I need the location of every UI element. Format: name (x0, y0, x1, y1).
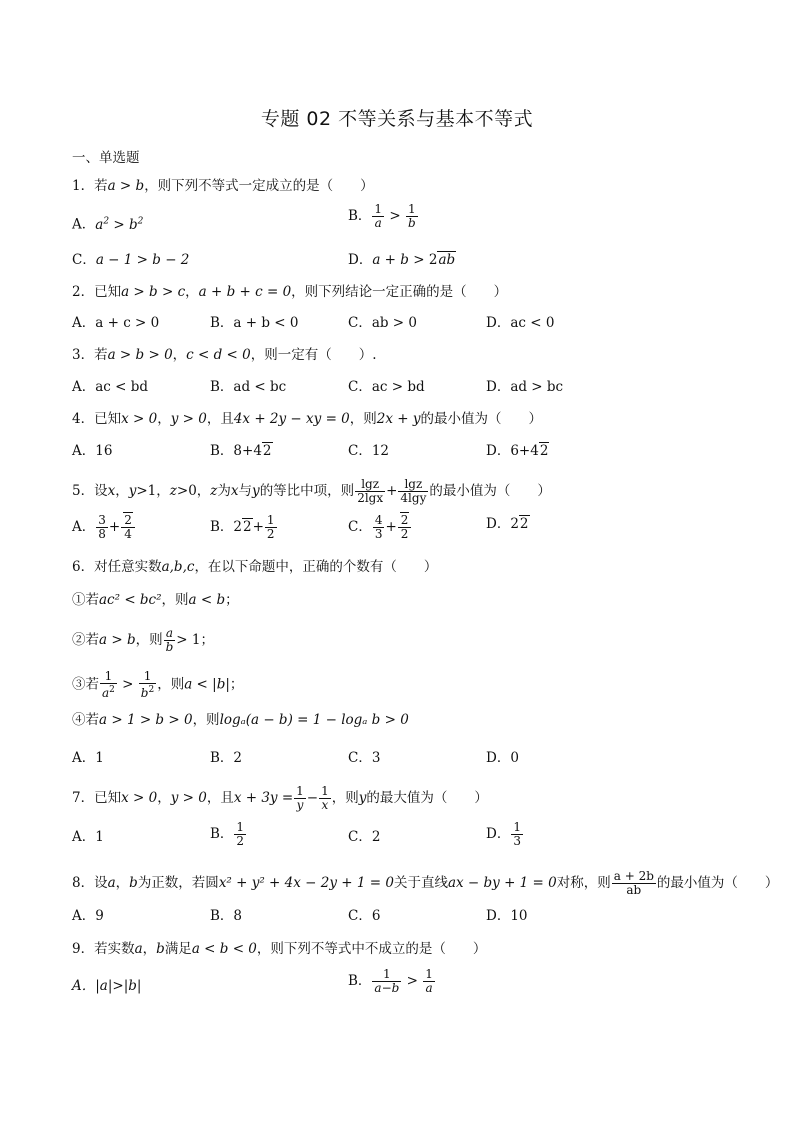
q6-proposition-4 (72, 710, 409, 730)
q1-option-b[interactable]: B． $\frac{1}{a}$ > $\frac{1}{b}$ (348, 202, 416, 230)
question-3-options (72, 377, 722, 403)
question-9-stem (72, 939, 486, 959)
q1-option-c-math: a − 1 > b − 2 (95, 252, 190, 268)
q4-condition-1: x > 0 (121, 411, 158, 427)
fraction: $\frac{1}{b}$ (407, 202, 416, 230)
q5-var-z: z (169, 483, 177, 499)
q6-option-a[interactable]: A．1 (72, 750, 104, 766)
q5-var-x: x (230, 483, 239, 499)
q7-option-c[interactable]: C．2 (348, 829, 381, 845)
q8-var-b: b (129, 875, 138, 891)
prop-math: logₐ(a − b) = 1 − logₐ b > 0 (219, 712, 409, 728)
q8-circle-equation: x² + y² + 4x − 2y + 1 = 0 (218, 875, 394, 891)
prop-text: ④若 (72, 712, 99, 728)
q8-option-a[interactable]: A．9 (72, 908, 104, 924)
prop-text: ，则 (161, 592, 189, 608)
prop-math: a > b (99, 632, 136, 648)
q7-stem-text-3: ，且 (206, 790, 234, 806)
q6-vars: a,b,c (161, 559, 195, 575)
prop-text: ，则 (157, 676, 185, 693)
q5-stem-text-6: 与 (238, 483, 253, 499)
q8-var-a: a (107, 875, 116, 891)
option-label: D． (486, 826, 511, 842)
q4-expression: 2x + y (376, 411, 421, 427)
q9-condition: a < b < 0 (191, 941, 257, 957)
q6-stem-text-2: ，在以下命题中，正确的个数有（ ） (194, 559, 438, 575)
q9-var-a: a (134, 941, 143, 957)
prop-text: ，则 (135, 632, 163, 648)
q6-proposition-3: ③若 $\frac{1}{a^2}$ > $\frac{1}{b^2}$ ，则a < |b|； (72, 669, 244, 700)
option-label: A． (72, 216, 96, 233)
prop-text: ①若 (72, 592, 99, 608)
option-label: C． (72, 252, 96, 268)
q7-var-y: y (358, 790, 367, 806)
q7-option-b[interactable]: B． $\frac{1}{2}$ (210, 820, 245, 848)
q2-option-b[interactable]: B．a + b < 0 (210, 315, 299, 331)
q7-condition-1: x > 0 (121, 790, 158, 806)
q5-stem-text-3: >1， (136, 483, 170, 499)
q2-condition-2: a + b + c = 0 (198, 284, 292, 300)
q4-condition-2: y > 0 (170, 411, 207, 427)
question-6-stem (72, 557, 437, 577)
q7-stem-text-4: ，则 (331, 790, 359, 806)
q5-var-y: y (128, 483, 137, 499)
fraction: $\frac{1}{a}$ (374, 202, 383, 230)
q5-var-z: z (210, 483, 218, 499)
fraction: $\frac{\lg z}{4\lg y}$ (400, 477, 427, 505)
q4-stem-text-3: ，且 (206, 411, 234, 427)
question-1-stem (72, 176, 374, 196)
question-7-options (72, 820, 722, 853)
question-8-options (72, 906, 722, 932)
q5-option-c[interactable]: C． $\frac{4}{3}$ + $\frac{2}{2}$ (348, 514, 412, 541)
q2-condition-1: a > b > c (121, 284, 186, 300)
q6-option-b[interactable]: B．2 (210, 750, 243, 766)
q6-option-c[interactable]: C．3 (348, 750, 381, 766)
q5-stem-text-7: 的等比中项，则 (259, 483, 355, 499)
q8-stem-text: 8．设 (72, 875, 108, 891)
q5-stem-text-2: ， (115, 483, 129, 499)
prop-text: ； (200, 632, 214, 648)
q8-stem-text-5: 对称，则 (556, 875, 611, 891)
q8-stem-text-6: 的最小值为（ ） (656, 875, 779, 891)
prop-math: ac² < bc² (99, 592, 162, 608)
q2-stem-text-2: ， (185, 284, 199, 300)
q5-option-b[interactable]: B．22+ $\frac{1}{2}$ (210, 513, 275, 541)
q8-stem-text-3: 为正数，若圆 (137, 875, 219, 891)
q9-option-b[interactable]: B． $\frac{1}{a-b}$ > $\frac{1}{a}$ (348, 967, 433, 995)
q4-stem-text-5: 的最小值为（ ） (420, 411, 542, 427)
q3-condition-1: a > b > 0 (107, 347, 173, 363)
question-9-options (72, 967, 722, 1002)
q4-option-d[interactable]: D．6+42 (486, 443, 549, 459)
q7-condition-3: x + 3y = (233, 790, 294, 806)
q5-var-y: y (252, 483, 260, 499)
q9-stem-text: 9．若实数 (72, 941, 135, 957)
q3-option-c[interactable]: C．ac > bd (348, 379, 425, 395)
option-label: D．6+4 (486, 443, 539, 459)
prop-math: a < |b| (184, 676, 230, 693)
q5-var-x: x (107, 483, 116, 499)
q3-option-d[interactable]: D．ad > bc (486, 379, 564, 395)
q7-stem-text: 7．已知 (72, 790, 122, 806)
q6-proposition-2: ②若a > b，则 $\frac{a}{b}$ > 1； (72, 626, 214, 654)
question-3-stem (72, 345, 377, 365)
question-8-stem (72, 870, 778, 897)
q2-option-a[interactable]: A．a + c > 0 (72, 315, 160, 331)
q3-option-b[interactable]: B．ad < bc (210, 379, 287, 395)
option-label: D． (486, 516, 511, 532)
q9-stem-text-3: 满足 (164, 941, 192, 957)
q4-stem-text-4: ，则 (349, 411, 377, 427)
q8-option-b[interactable]: B．8 (210, 908, 243, 924)
q4-option-b[interactable]: B．8+42 (210, 443, 272, 459)
q1-option-d[interactable]: D．a + b > 2ab (348, 252, 456, 268)
q9-stem-text-2: ， (142, 941, 157, 957)
q5-stem-text-5: 为 (217, 483, 231, 499)
q1-option-c[interactable] (72, 250, 189, 270)
q8-option-c[interactable]: C．6 (348, 908, 381, 924)
q6-option-d[interactable]: D．0 (486, 750, 519, 766)
q7-option-a[interactable]: A．1 (72, 829, 104, 845)
q4-option-a[interactable]: A．16 (72, 443, 113, 459)
q5-stem-text-4: >0， (176, 483, 211, 499)
q3-stem-text-2: ， (172, 347, 187, 363)
q7-stem-text-5: 的最大值为（ ） (366, 790, 488, 806)
prop-text: ； (225, 592, 239, 608)
question-5-options (72, 514, 722, 540)
q1-condition: a > b (107, 178, 145, 194)
option-label: D． (348, 252, 373, 268)
q6-stem-text: 6．对任意实数 (72, 559, 162, 575)
question-4-stem (72, 409, 542, 429)
q1-option-a[interactable] (72, 211, 143, 235)
q7-stem-text-2: ， (157, 790, 171, 806)
q8-option-d[interactable]: D．10 (486, 908, 528, 924)
prop-text: ②若 (72, 632, 99, 648)
q5-option-a[interactable]: A． $\frac{3}{8}$ + $\frac{2}{4}$ (72, 514, 136, 541)
q5-stem-text-8: 的最小值为（ ） (429, 483, 551, 499)
question-2-options (72, 313, 722, 339)
q8-line-equation: ax − by + 1 = 0 (447, 875, 557, 891)
q6-proposition-1 (72, 590, 239, 610)
q3-stem-text-3: ，则一定有（ ）. (250, 347, 377, 363)
q4-stem-text: 4．已知 (72, 411, 122, 427)
question-2-stem (72, 282, 507, 302)
option-label: B．8+4 (210, 443, 262, 459)
fraction: $\frac{a + 2b}{ab}$ (613, 869, 654, 897)
prop-math: a < b (188, 592, 226, 608)
q2-stem-text-3: ，则下列结论一定正确的是（ ） (291, 284, 508, 300)
q4-condition-3: 4x + 2y − xy = 0 (233, 411, 350, 427)
q9-stem-text-4: ，则下列不等式中不成立的是（ ） (256, 941, 487, 957)
q9-var-b: b (156, 941, 165, 957)
q4-option-c[interactable]: C．12 (348, 443, 390, 459)
option-label: B． (348, 208, 372, 224)
prop-math: a > 1 > b > 0 (99, 712, 193, 728)
section-heading: 一、单选题 (72, 150, 140, 166)
q1-stem-text: 1．若 (72, 178, 108, 194)
prop-math: > 1 (176, 632, 201, 648)
page-title: 专题 02 不等关系与基本不等式 (260, 108, 534, 130)
prop-text: ，则 (192, 712, 220, 728)
option-label: B． (210, 519, 234, 535)
q7-option-d[interactable]: D． $\frac{1}{3}$ (486, 820, 521, 848)
q3-stem-text: 3．若 (72, 347, 108, 363)
q9-option-a-text: A．|a|>|b| (72, 978, 142, 994)
question-7-stem: 7．已知x > 0，y > 0，且x + 3y = $\frac{1}{y}$ − $\frac{1}{x}$ ，则y的最大值为（ ） (72, 784, 488, 812)
q8-stem-text-2: ， (115, 875, 130, 891)
question-6-options (72, 748, 722, 774)
option-label: B． (210, 826, 234, 842)
q2-stem-text: 2．已知 (72, 284, 122, 300)
option-label: C． (348, 519, 372, 535)
q9-option-a[interactable] (72, 976, 141, 996)
q4-stem-text-2: ， (157, 411, 171, 427)
question-4-options (72, 441, 722, 467)
prop-text: ③若 (72, 676, 99, 693)
q1-option-a-math: $a^2 > b^2$ (95, 216, 144, 233)
q7-condition-2: y > 0 (170, 790, 207, 806)
fraction: $\frac{\lg z}{2\lg x}$ (357, 477, 384, 505)
option-label: B． (348, 973, 372, 989)
option-label: A． (72, 519, 96, 535)
q2-option-d[interactable]: D．ac < 0 (486, 315, 555, 331)
q2-option-c[interactable]: C．ab > 0 (348, 315, 418, 331)
q1-stem-text-2: ，则下列不等式一定成立的是（ ） (144, 178, 374, 194)
question-1-options (72, 202, 722, 237)
prop-text: ； (229, 676, 244, 693)
q5-option-d[interactable]: D．22 (486, 516, 529, 532)
q8-stem-text-4: 关于直线 (393, 875, 448, 891)
q3-option-a[interactable]: A．ac < bd (72, 379, 149, 395)
question-1-options-2 (72, 250, 722, 276)
question-5-stem: 5．设x，y>1，z>0，z为x与y的等比中项，则 $\frac{\lg z}{2\lg x}$ + $\frac{\lg z}{4\lg y}$ 的最小值为（ ） (72, 477, 551, 505)
q5-stem-text: 5．设 (72, 483, 108, 499)
q3-condition-2: c < d < 0 (186, 347, 251, 363)
